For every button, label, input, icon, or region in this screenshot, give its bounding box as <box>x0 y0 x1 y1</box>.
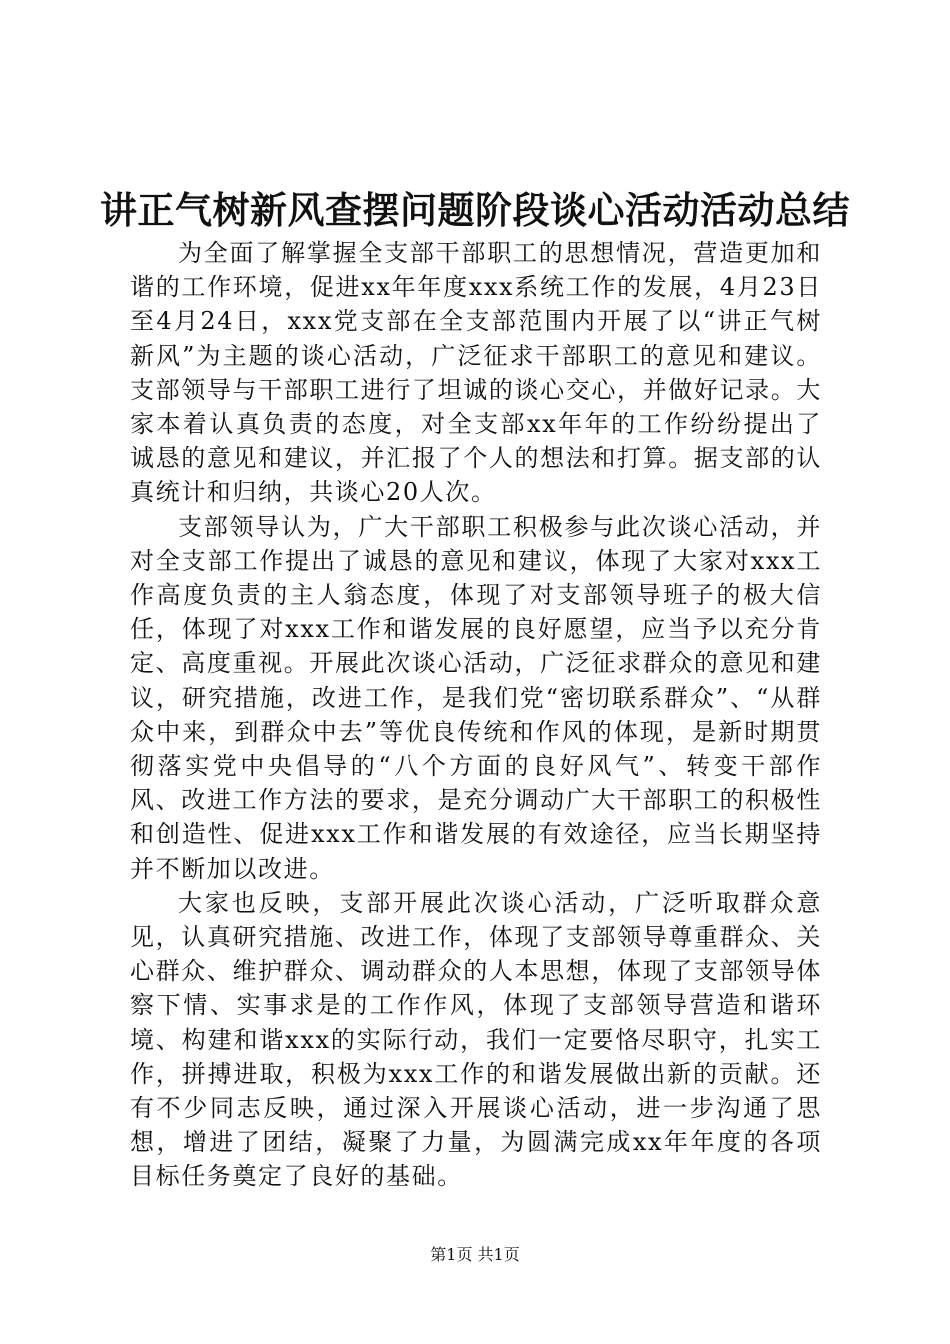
paragraph-2: 支部领导认为，广大干部职工积极参与此次谈心活动，并对全支部工作提出了诚恳的意见和建议，体现了大家对xxx工作高度负责的主人翁态度，体现了对支部领导班子的极大信任，体现了对xxx工作和谐发展的良好愿望，应当予以充分肯定、高度重视。开展此次谈心活动，广泛征求群众的意见和建议，研究措施，改进工作，是我们党“密切联系群众”、“从群众中来，到群众中去”等优良传统和作风的体现，是新时期贯彻落实党中央倡导的“八个方面的良好风气”、转变干部作风、改进工作方法的要求，是充分调动广大干部职工的积极性和创造性、促进xxx工作和谐发展的有效途径，应当长期坚持并不断加以改进。 <box>130 512 822 883</box>
paragraph-3: 大家也反映，支部开展此次谈心活动，广泛听取群众意见，认真研究措施、改进工作，体现了支部领导尊重群众、关心群众、维护群众、调动群众的人本思想，体现了支部领导体察下情、实事求是的工作作风，体现了支部领导营造和谐环境、构建和谐xxx的实际行动，我们一定要恪尽职守，扎实工作，拼搏进取，积极为xxx工作的和谐发展做出新的贡献。还有不少同志反映，通过深入开展谈心活动，进一步沟通了思想，增进了团结，凝聚了力量，为圆满完成xx年年度的各项目标任务奠定了良好的基础。 <box>130 888 822 1191</box>
document-body <box>130 236 822 1194</box>
document-title: 讲正气树新风查摆问题阶段谈心活动活动总结 <box>100 189 850 232</box>
page-footer: 第1页 共1页 <box>430 1245 520 1264</box>
paragraph-1: 为全面了解掌握全支部干部职工的思想情况，营造更加和谐的工作环境，促进xx年年度xxx系统工作的发展，4月23日至4月24日，xxx党支部在全支部范围内开展了以“讲正气树新风”为主题的谈心活动，广泛征求干部职工的意见和建议。支部领导与干部职工进行了坦诚的谈心交心，并做好记录。大家本着认真负责的态度，对全支部xx年年的工作纷纷提出了诚恳的意见和建议，并汇报了个人的想法和打算。据支部的认真统计和归纳，共谈心20人次。 <box>130 239 822 507</box>
